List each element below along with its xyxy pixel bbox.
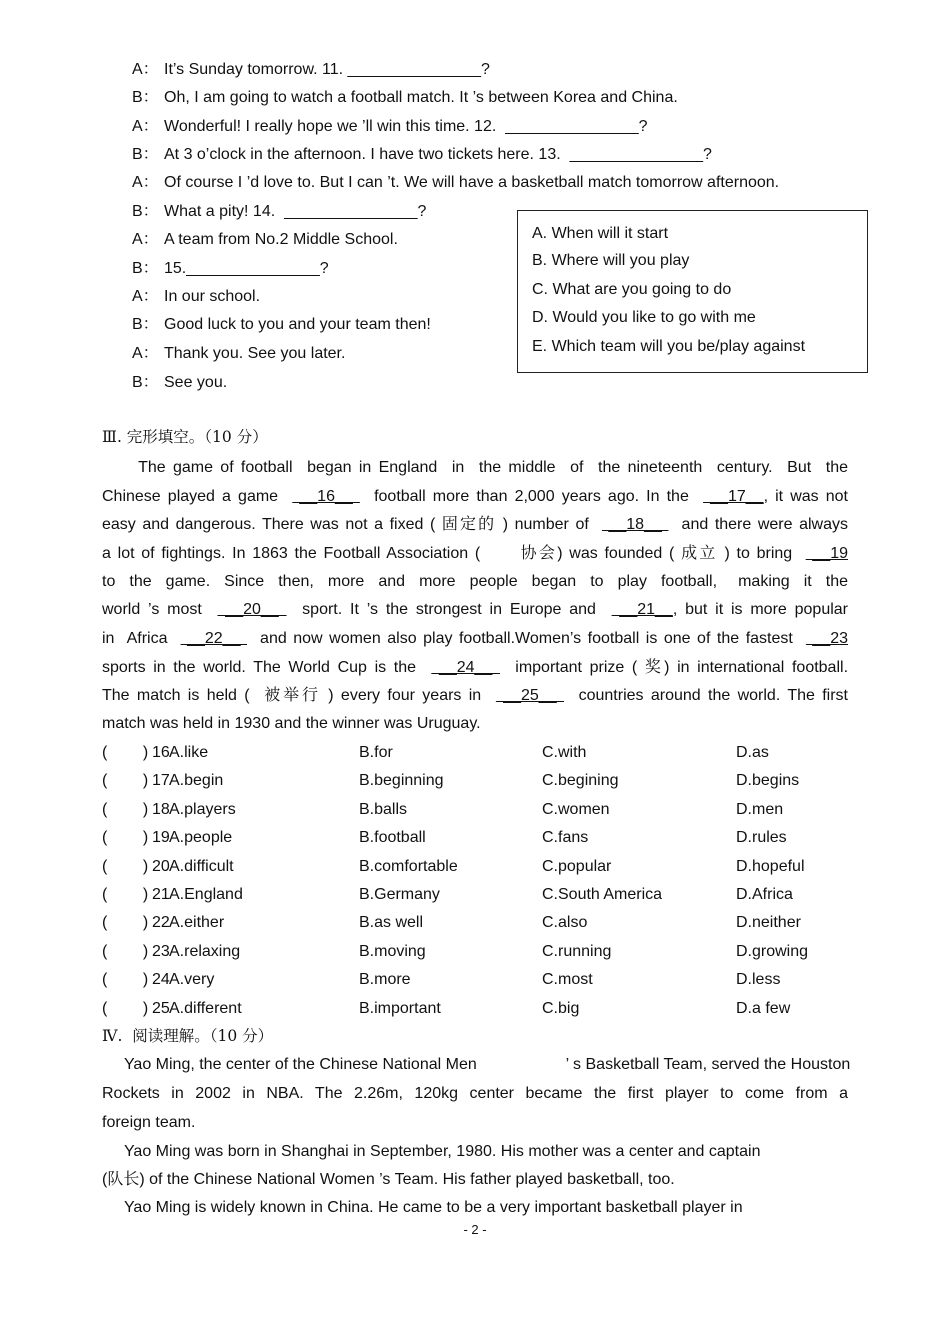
dialogue-text: What a pity! 14.	[164, 203, 285, 220]
passage-line	[102, 714, 848, 734]
passage-line	[102, 629, 848, 649]
passage-text: The game of football began in England in the middle of the nineteenth century. But the	[102, 459, 848, 476]
choice-d: D.a few	[736, 999, 791, 1017]
passage-line	[102, 487, 848, 507]
choice-a: A.either	[169, 914, 225, 932]
choice-b: B.as well	[359, 914, 424, 932]
choice-c: C.women	[542, 800, 610, 818]
section-4-title: Ⅳ. 阅读理解。（10 分）	[102, 1027, 274, 1045]
reading-line: (队长) of the Chinese National Women ’s Team. His father played basketball, too.	[102, 1171, 675, 1188]
choice-b: B.more	[359, 971, 411, 989]
cloze-blank: __17__	[703, 488, 764, 505]
speaker-label: A：	[132, 231, 159, 248]
choice-b: B.moving	[359, 942, 426, 960]
answer-parens[interactable]: ( )	[102, 772, 149, 790]
passage-text: The match is held ( 被举行 ) every four years in	[102, 687, 496, 704]
passage-line	[102, 686, 848, 706]
choice-a: A.people	[169, 829, 233, 847]
choice-a: A.begin	[169, 772, 224, 790]
passage-text: important prize ( 奖) in international football.	[499, 659, 849, 676]
dialogue-text: ?	[319, 260, 329, 277]
cloze-blank: __22__	[180, 630, 247, 647]
answer-blank: _______________	[347, 61, 481, 78]
section-3-title: Ⅲ. 完形填空。（10 分）	[102, 428, 268, 446]
question-number: 23	[152, 942, 170, 960]
answer-parens[interactable]: ( )	[102, 857, 149, 875]
passage-line	[102, 458, 848, 478]
option-item: E. Which team will you be/play against	[532, 338, 806, 355]
speaker-label: A：	[132, 118, 159, 135]
passage-line	[102, 515, 848, 535]
answer-blank: _______________	[569, 146, 704, 163]
passage-text: to the game. Since then, more and more people began to play football, making it the	[102, 573, 848, 590]
choice-d: D.hopeful	[736, 857, 805, 875]
dialogue-text: Of course I ’d love to. But I can ’t. We will have a basketball match tomorrow afternoon.	[164, 174, 780, 191]
dialogue-text: ?	[703, 146, 712, 163]
speaker-label: A：	[132, 174, 159, 191]
speaker-label: B：	[132, 316, 159, 333]
answer-parens[interactable]: ( )	[102, 744, 149, 761]
dialogue-line	[132, 373, 227, 393]
reading-line: Yao Ming is widely known in China. He came to be a very important basketball player in	[102, 1199, 743, 1216]
cloze-blank: __19	[805, 545, 848, 562]
speaker-label: B：	[132, 89, 159, 106]
cloze-blank: __24__	[431, 659, 500, 676]
dialogue-text: See you.	[164, 374, 228, 391]
option-item: C. What are you going to do	[532, 281, 732, 298]
reading-line: Yao Ming, the center of the Chinese National Men ’ s Basketball Team, served the Houston	[102, 1056, 851, 1073]
choice-b: B.Germany	[359, 886, 440, 903]
passage-text: match was held in 1930 and the winner was Uruguay.	[102, 715, 481, 732]
reading-line: Rockets in 2002 in NBA. The 2.26m, 120kg center became the first player to come from a	[102, 1085, 848, 1102]
passage-text: and there were always	[668, 516, 848, 533]
answer-blank: _______________	[284, 203, 418, 220]
dialogue-text: ?	[638, 118, 648, 135]
choice-d: D.begins	[736, 772, 800, 790]
choice-d: D.rules	[736, 829, 787, 847]
choice-a: A.relaxing	[169, 942, 241, 960]
choice-d: D.less	[736, 971, 781, 989]
dialogue-line	[132, 287, 260, 307]
answer-parens[interactable]: ( )	[102, 942, 149, 960]
passage-text: world ’s most	[102, 601, 218, 618]
dialogue-text: ?	[417, 203, 427, 220]
question-number: 20	[152, 857, 170, 875]
choice-c: C.fans	[542, 829, 589, 847]
dialogue-line	[132, 230, 398, 250]
choice-c: C.most	[542, 971, 593, 989]
passage-line	[102, 658, 848, 678]
question-number: 21	[152, 886, 170, 903]
dialogue-text: ?	[480, 61, 490, 78]
answer-parens[interactable]: ( )	[102, 886, 149, 903]
question-number: 22	[152, 914, 170, 932]
passage-line	[102, 572, 848, 592]
speaker-label: B：	[132, 203, 159, 220]
passage-text: and now women also play football.Women’s football is one of the fastest	[247, 630, 806, 647]
dialogue-line	[132, 202, 426, 222]
page-number: - 2 -	[463, 1222, 487, 1237]
choice-b: B.comfortable	[359, 857, 458, 875]
passage-text: sports in the world. The World Cup is the	[102, 659, 432, 676]
passage-text: a lot of fightings. In 1863 the Football Association ( 协会) was founded ( 成立 ) to bring	[102, 545, 806, 562]
dialogue-line	[132, 88, 678, 108]
question-number: 17	[152, 772, 170, 790]
answer-parens[interactable]: ( )	[102, 971, 149, 989]
cloze-blank: __18__	[601, 516, 669, 533]
choice-b: B.football	[359, 829, 426, 847]
dialogue-line	[132, 117, 648, 137]
reading-line: Yao Ming was born in Shanghai in September, 1980. His mother was a center and captain	[102, 1143, 761, 1160]
dialogue-text: In our school.	[164, 288, 261, 305]
passage-text: in Africa	[102, 630, 181, 647]
dialogue-line	[132, 60, 490, 80]
choice-c: C.also	[542, 914, 588, 932]
choice-c: C.begining	[542, 772, 619, 790]
choice-a: A.very	[169, 971, 215, 989]
choice-c: C.South America	[542, 886, 663, 903]
choice-b: B.beginning	[359, 772, 444, 790]
speaker-label: B：	[132, 146, 159, 163]
choice-d: D.neither	[736, 914, 801, 932]
cloze-blank: __25__	[495, 687, 564, 704]
cloze-blank: __23	[805, 630, 848, 647]
option-item: D. Would you like to go with me	[532, 309, 756, 326]
passage-text: , but it is more popular	[672, 601, 849, 618]
answer-parens[interactable]: ( )	[102, 914, 149, 932]
dialogue-line	[132, 145, 712, 165]
passage-line	[102, 600, 848, 620]
answer-blank: _______________	[186, 260, 320, 277]
dialogue-text: Good luck to you and your team then!	[164, 316, 431, 333]
answer-parens[interactable]: ( )	[102, 800, 149, 818]
option-item: B. Where will you play	[532, 252, 690, 269]
choice-c: C.with	[542, 744, 587, 761]
dialogue-text: Thank you. See you later.	[164, 345, 346, 362]
choice-d: D.as	[736, 744, 769, 761]
dialogue-line	[132, 315, 431, 335]
option-item: A. When will it start	[532, 225, 669, 242]
dialogue-text: 15.	[164, 260, 187, 277]
dialogue-text: Oh, I am going to watch a football match. It ’s between Korea and China.	[164, 89, 678, 106]
choice-b: B.for	[359, 744, 393, 761]
passage-line	[102, 544, 848, 564]
answer-parens[interactable]: ( )	[102, 829, 149, 847]
passage-text: , it was not	[763, 488, 849, 505]
question-number: 24	[152, 971, 170, 989]
passage-text: countries around the world. The first	[563, 687, 848, 704]
dialogue-text: A team from No.2 Middle School.	[164, 231, 398, 248]
choice-a: A.different	[169, 999, 242, 1017]
reading-line: foreign team.	[102, 1114, 196, 1131]
choice-c: C.popular	[542, 857, 612, 875]
choice-a: A.difficult	[169, 857, 234, 875]
dialogue-line	[132, 173, 779, 193]
choice-c: C.big	[542, 999, 580, 1017]
options-box	[517, 210, 868, 373]
passage-text: Chinese played a game	[102, 488, 293, 505]
speaker-label: B：	[132, 260, 159, 277]
speaker-label: A：	[132, 61, 159, 78]
choice-a: A.like	[169, 744, 209, 761]
answer-blank: _______________	[505, 118, 639, 135]
dialogue-text: Wonderful! I really hope we ’ll win this time. 12.	[164, 118, 506, 135]
dialogue-line	[132, 259, 329, 279]
passage-text: easy and dangerous. There was not a fixed ( 固定的 ) number of	[102, 516, 602, 533]
answer-parens[interactable]: ( )	[102, 999, 149, 1017]
speaker-label: A：	[132, 345, 159, 362]
dialogue-line	[132, 344, 345, 364]
passage-text: sport. It ’s the strongest in Europe and	[286, 601, 612, 618]
choice-d: D.growing	[736, 942, 809, 960]
choice-d: D.Africa	[736, 886, 793, 903]
question-number: 25	[152, 999, 170, 1017]
speaker-label: A：	[132, 288, 159, 305]
speaker-label: B：	[132, 374, 159, 391]
choice-c: C.running	[542, 942, 612, 960]
dialogue-text: At 3 o’clock in the afternoon. I have two tickets here. 13.	[164, 146, 570, 163]
passage-text: football more than 2,000 years ago. In the	[359, 488, 704, 505]
choice-a: A.players	[169, 800, 236, 818]
question-number: 18	[152, 800, 170, 818]
cloze-blank: __21__	[611, 601, 673, 618]
dialogue-text: It’s Sunday tomorrow. 11.	[164, 61, 348, 78]
choice-b: B.important	[359, 999, 441, 1017]
cloze-blank: __16__	[292, 488, 360, 505]
choice-b: B.balls	[359, 800, 408, 818]
question-number: 19	[152, 829, 170, 847]
choice-a: A.England	[169, 886, 243, 903]
cloze-blank: __20__	[217, 601, 287, 618]
question-number: 16	[152, 744, 170, 761]
choice-d: D.men	[736, 800, 784, 818]
